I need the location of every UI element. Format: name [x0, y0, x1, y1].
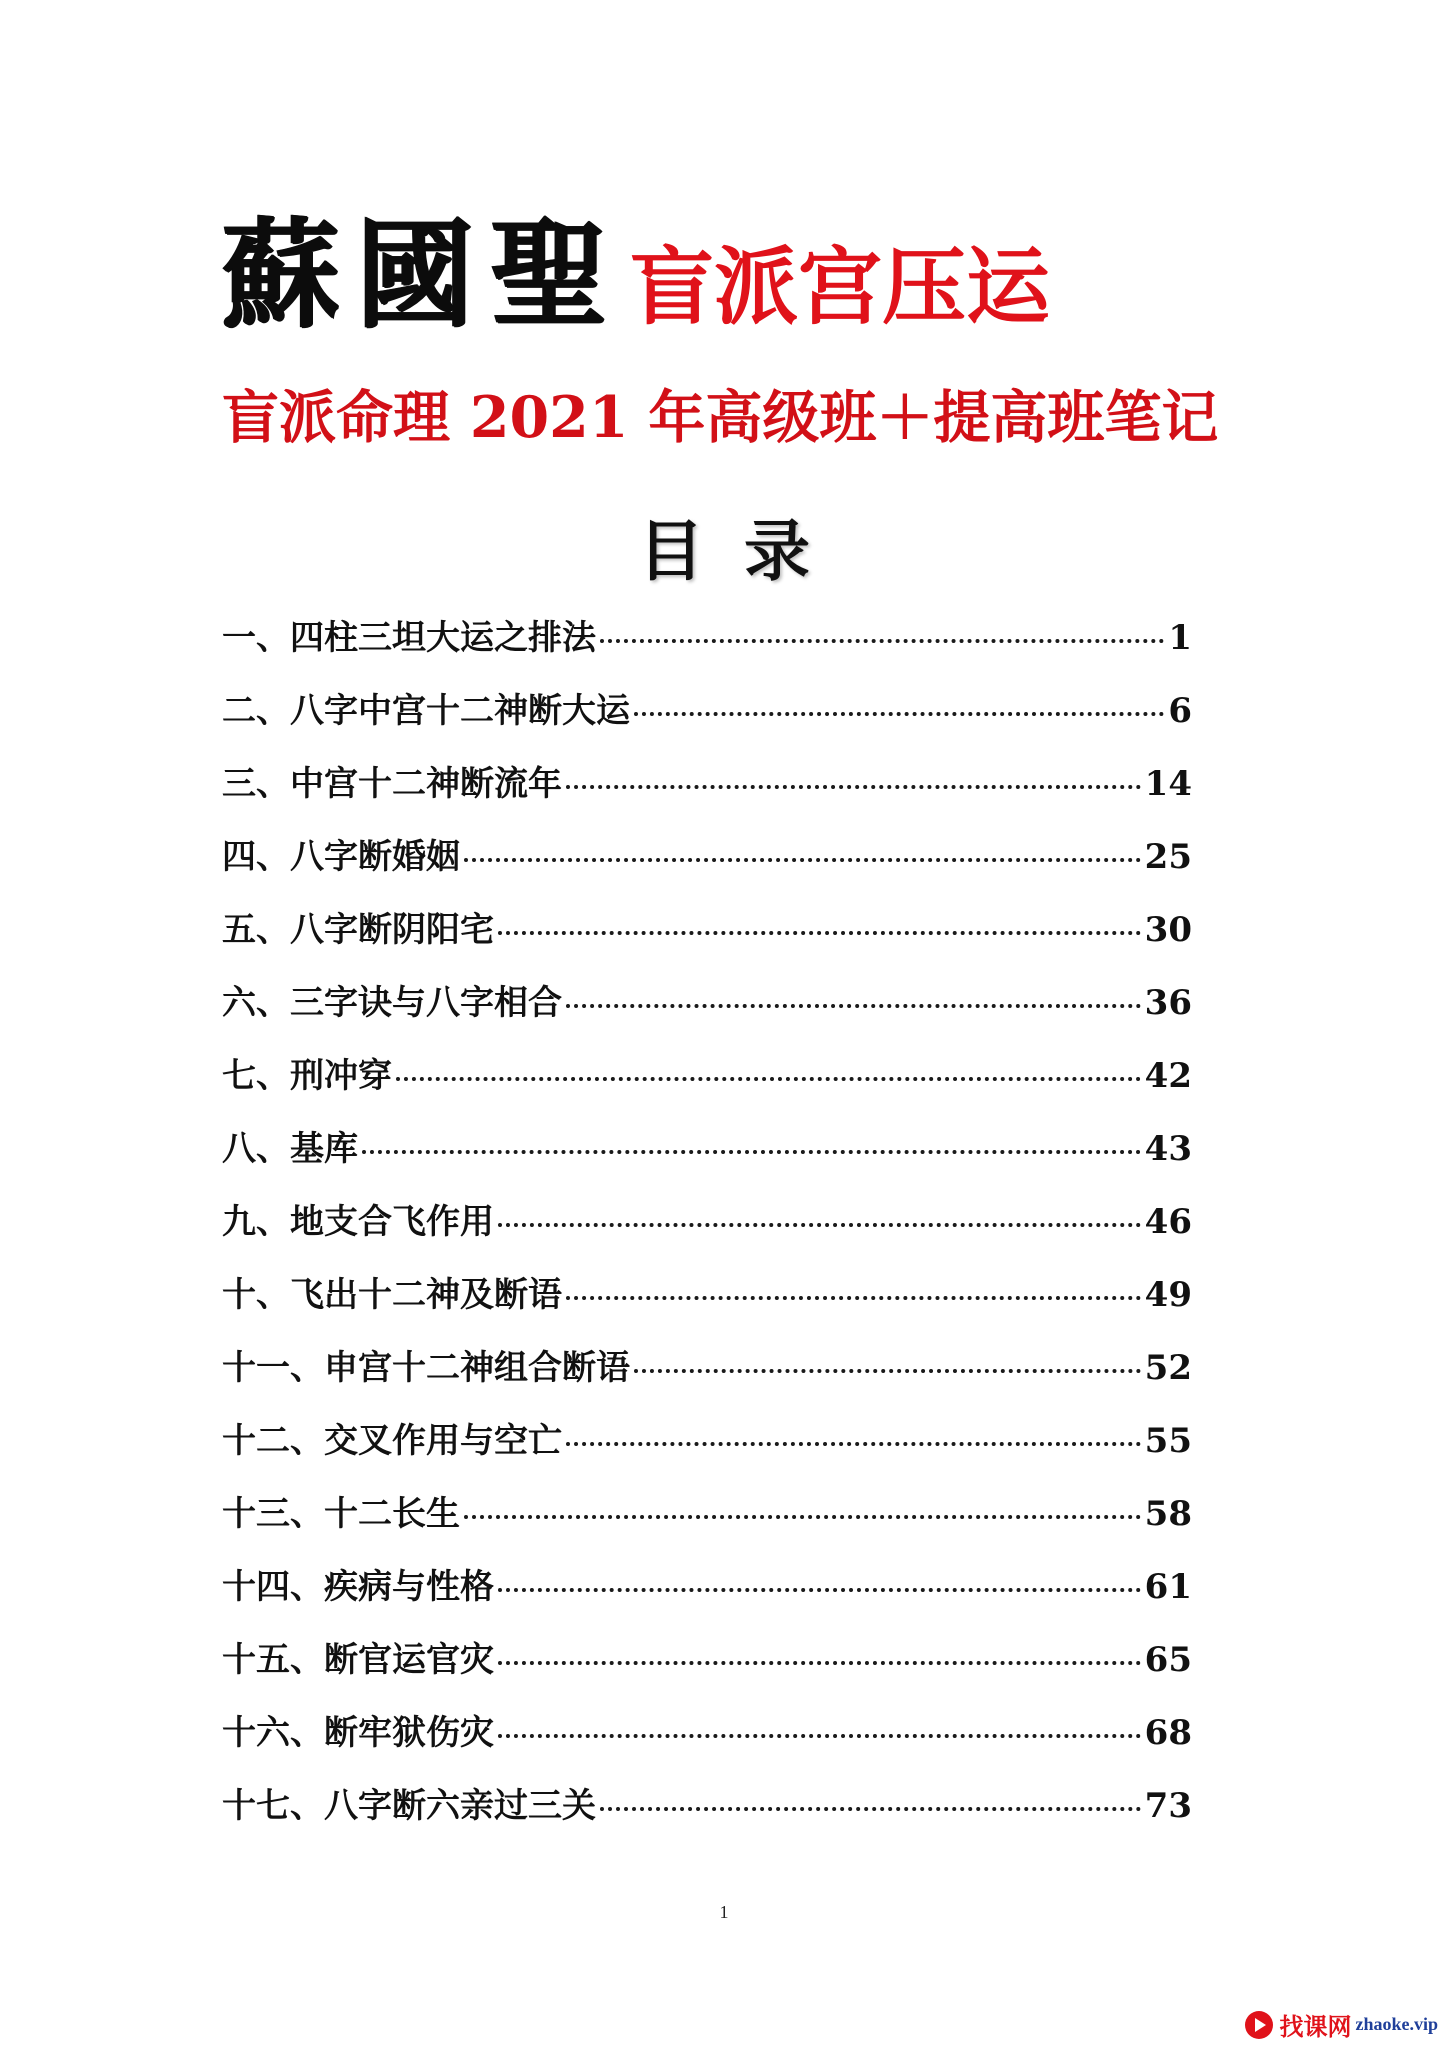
toc-entry-page: 58 — [1144, 1494, 1192, 1534]
toc-entry-title: 十二、交叉作用与空亡 — [222, 1421, 562, 1461]
watermark-text: 找课网 — [1279, 2013, 1352, 2041]
toc-entry[interactable] — [222, 1559, 1192, 1632]
title-row — [222, 180, 1051, 344]
toc-entry-title: 十五、断官运官灾 — [222, 1640, 494, 1680]
toc-entry-page: 30 — [1144, 910, 1192, 950]
author-name: 蘇國聖 — [222, 205, 625, 344]
toc-entry-title: 一、四柱三坦大运之排法 — [222, 618, 596, 658]
toc-entry-page: 43 — [1144, 1129, 1192, 1169]
toc-entry-title: 十、飞出十二神及断语 — [222, 1275, 562, 1315]
toc-entry[interactable] — [222, 683, 1192, 756]
toc-entry-page: 49 — [1144, 1275, 1192, 1315]
toc-entry[interactable] — [222, 1340, 1192, 1413]
toc-entry-title: 十六、断牢狱伤灾 — [222, 1713, 494, 1753]
toc-entry[interactable] — [222, 610, 1192, 683]
dot-leader — [498, 1734, 1141, 1738]
toc-entry[interactable] — [222, 1121, 1192, 1194]
table-of-contents — [222, 610, 1192, 1851]
dot-leader — [396, 1077, 1141, 1081]
toc-entry-title: 四、八字断婚姻 — [222, 837, 460, 877]
dot-leader — [566, 1442, 1141, 1446]
dot-leader — [498, 1588, 1141, 1592]
toc-entry-title: 五、八字断阴阳宅 — [222, 910, 494, 950]
toc-entry-title: 十三、十二长生 — [222, 1494, 460, 1534]
toc-entry-page: 73 — [1144, 1786, 1192, 1826]
dot-leader — [464, 858, 1141, 862]
toc-heading: 目录 — [638, 513, 850, 590]
dot-leader — [600, 639, 1164, 643]
dot-leader — [566, 1004, 1141, 1008]
dot-leader — [600, 1807, 1141, 1811]
toc-entry-title: 九、地支合飞作用 — [222, 1202, 494, 1242]
toc-entry-title: 六、三字诀与八字相合 — [222, 983, 562, 1023]
toc-entry-title: 十一、申宫十二神组合断语 — [222, 1348, 630, 1388]
course-title: 盲派宫压运 — [630, 238, 1051, 336]
toc-entry[interactable] — [222, 829, 1192, 902]
dot-leader — [634, 1369, 1141, 1373]
toc-entry[interactable] — [222, 1267, 1192, 1340]
dot-leader — [498, 931, 1141, 935]
toc-entry-page: 42 — [1144, 1056, 1192, 1096]
toc-entry-page: 1 — [1168, 618, 1192, 658]
dot-leader — [566, 1296, 1141, 1300]
play-icon — [1245, 2011, 1273, 2039]
dot-leader — [634, 712, 1164, 716]
toc-entry-title: 二、八字中宫十二神断大运 — [222, 691, 630, 731]
toc-entry-title: 七、刑冲穿 — [222, 1056, 392, 1096]
toc-entry[interactable] — [222, 1486, 1192, 1559]
dot-leader — [464, 1515, 1141, 1519]
toc-entry-page: 61 — [1144, 1567, 1192, 1607]
subtitle: 盲派命理 2021 年高级班＋提高班笔记 — [222, 384, 1219, 451]
toc-entry-page: 68 — [1144, 1713, 1192, 1753]
page-number: 1 — [719, 1902, 729, 1922]
toc-entry-title: 十四、疾病与性格 — [222, 1567, 494, 1607]
toc-entry-page: 52 — [1144, 1348, 1192, 1388]
toc-entry[interactable] — [222, 902, 1192, 975]
dot-leader — [566, 785, 1141, 789]
toc-entry-page: 14 — [1144, 764, 1192, 804]
toc-entry[interactable] — [222, 1194, 1192, 1267]
toc-entry-title: 三、中宫十二神断流年 — [222, 764, 562, 804]
toc-entry[interactable] — [222, 756, 1192, 829]
toc-entry[interactable] — [222, 1413, 1192, 1486]
dot-leader — [498, 1223, 1141, 1227]
toc-entry[interactable] — [222, 1048, 1192, 1121]
toc-entry[interactable] — [222, 1705, 1192, 1778]
dot-leader — [498, 1661, 1141, 1665]
watermark-domain: zhaoke.vip — [1355, 2014, 1438, 2034]
toc-entry-page: 55 — [1144, 1421, 1192, 1461]
dot-leader — [362, 1150, 1141, 1154]
toc-entry[interactable] — [222, 1632, 1192, 1705]
watermark — [1245, 2007, 1438, 2042]
toc-entry[interactable] — [222, 975, 1192, 1048]
toc-entry-page: 6 — [1168, 691, 1192, 731]
toc-entry-page: 65 — [1144, 1640, 1192, 1680]
toc-entry-title: 八、基库 — [222, 1129, 358, 1169]
toc-entry-page: 25 — [1144, 837, 1192, 877]
toc-entry[interactable] — [222, 1778, 1192, 1851]
toc-entry-page: 46 — [1144, 1202, 1192, 1242]
toc-entry-title: 十七、八字断六亲过三关 — [222, 1786, 596, 1826]
toc-entry-page: 36 — [1144, 983, 1192, 1023]
